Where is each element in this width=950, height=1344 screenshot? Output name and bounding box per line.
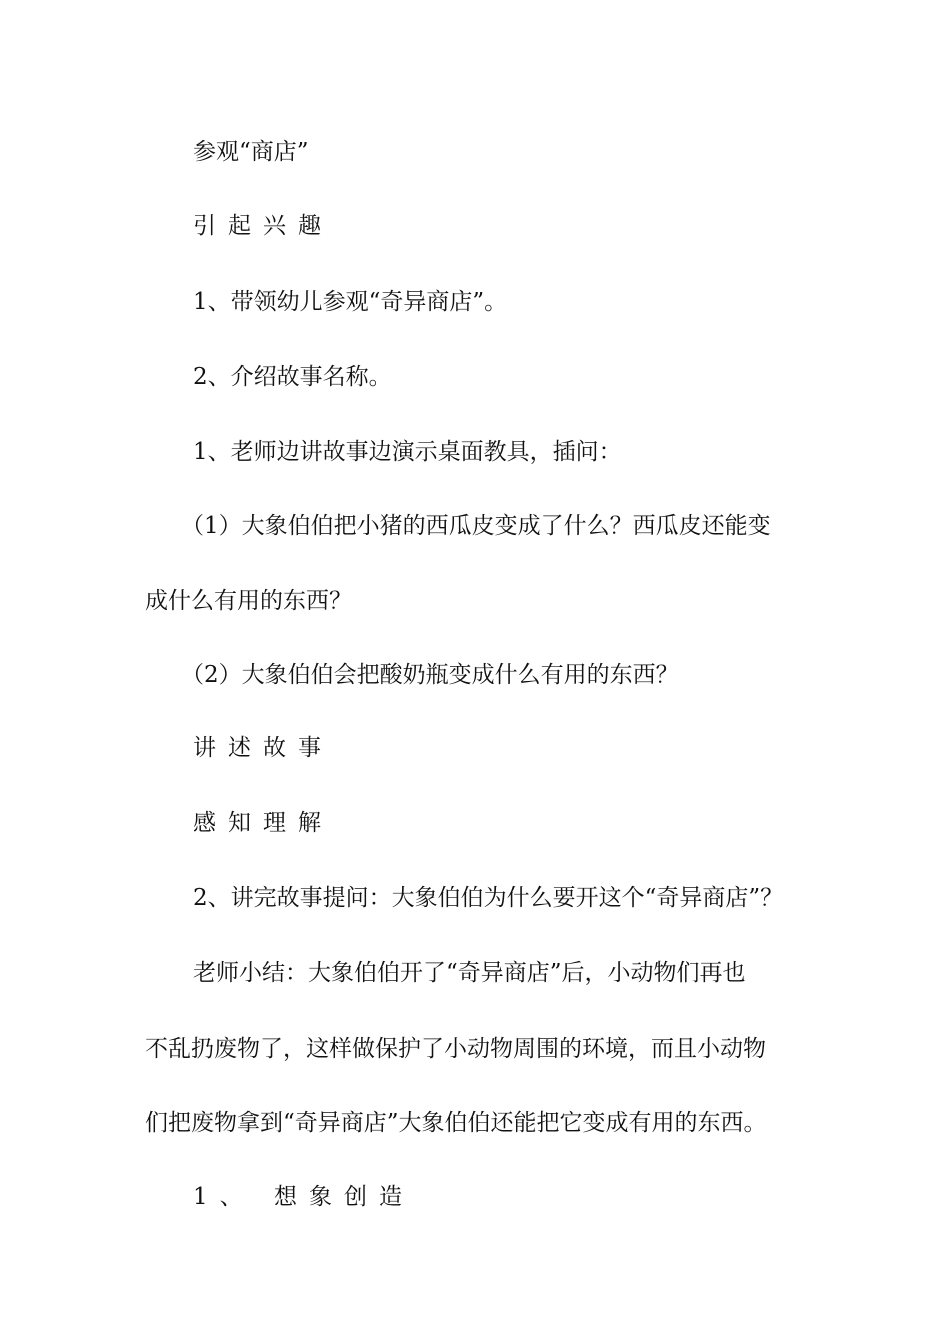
paragraph-step-1: 1、带领幼儿参观“奇异商店”。 [193, 289, 508, 315]
paragraph-story-step-2: 2、讲完故事提问：大象伯伯为什么要开这个“奇异商店”？ [193, 885, 784, 911]
section-heading-interest: 引起兴趣 [193, 213, 333, 239]
paragraph-summary-cont-2: 们把废物拿到“奇异商店”大象伯伯还能把它变成有用的东西。 [145, 1110, 767, 1136]
paragraph-question-2: （2）大象伯伯会把酸奶瓶变成什么有用的东西？ [181, 662, 679, 688]
section-heading-visit-store: 参观“商店” [193, 139, 309, 165]
paragraph-step-2: 2、介绍故事名称。 [193, 364, 392, 390]
paragraph-story-step-1: 1、老师边讲故事边演示桌面教具，插问： [193, 439, 622, 465]
section-heading-imagine-create: 1、 想象创造 [193, 1184, 414, 1210]
section-heading-understand: 感知理解 [193, 810, 333, 836]
section-heading-tell-story: 讲述故事 [193, 735, 333, 761]
paragraph-question-1-cont: 成什么有用的东西？ [145, 588, 352, 614]
paragraph-question-1: （1）大象伯伯把小猪的西瓜皮变成了什么？西瓜皮还能变 [181, 513, 771, 539]
paragraph-summary: 老师小结：大象伯伯开了“奇异商店”后，小动物们再也 [193, 960, 746, 986]
paragraph-summary-cont-1: 不乱扔废物了，这样做保护了小动物周围的环境，而且小动物 [145, 1036, 766, 1062]
